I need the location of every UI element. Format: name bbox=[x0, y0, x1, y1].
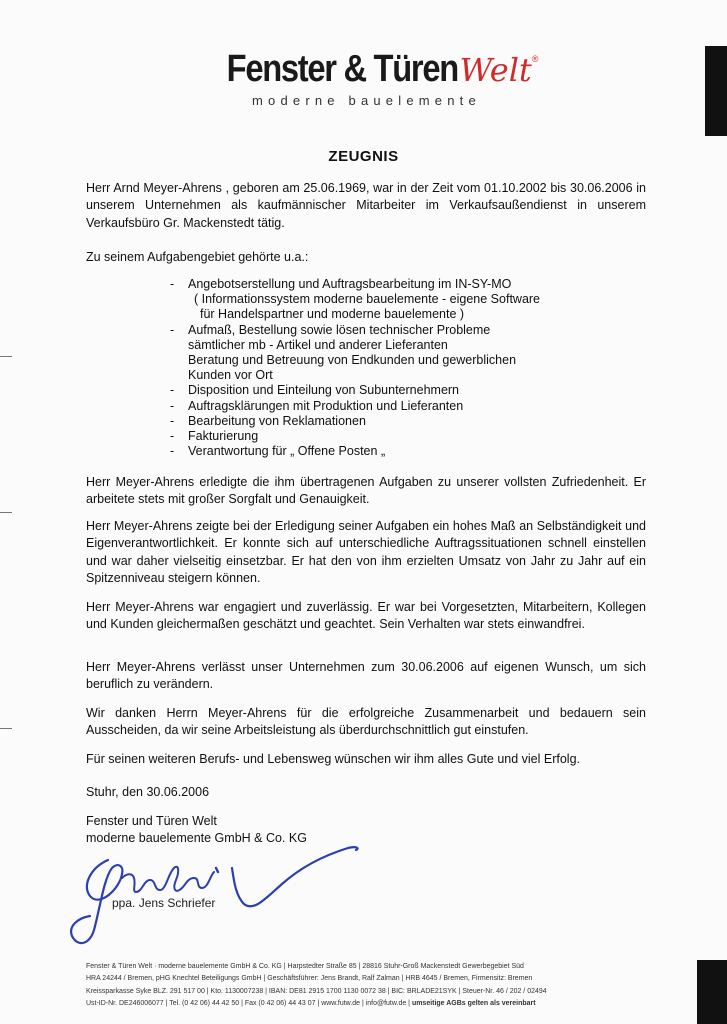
paragraph-departure: Herr Meyer-Ahrens verlässt unser Unternehmen zum 30.06.2006 auf eigenen Wunsch, um sich beruflich zu verändern. bbox=[86, 660, 646, 692]
list-item bbox=[170, 429, 590, 444]
task-line: Aufmaß, Bestellung sowie lösen technischer Probleme bbox=[188, 322, 491, 337]
handwritten-signature bbox=[60, 838, 390, 958]
task-line: sämtlicher mb - Artikel und anderer Lieferanten bbox=[188, 337, 448, 352]
paragraph-wishes: Für seinen weiteren Berufs- und Lebensweg wünschen wir ihm alles Gute und viel Erfolg. bbox=[86, 752, 581, 766]
task-line: Disposition und Einteilung von Subunternehmern bbox=[188, 383, 460, 398]
bullet-dash: - bbox=[170, 398, 175, 413]
document-title: ZEUGNIS bbox=[328, 148, 399, 165]
punch-mark bbox=[0, 728, 12, 729]
bullet-dash: - bbox=[170, 383, 175, 398]
task-line: Angebotserstellung und Auftragsbearbeitung im IN-SY-MO bbox=[188, 277, 512, 291]
logo-tagline: moderne bauelemente bbox=[252, 93, 481, 108]
bullet-dash: - bbox=[170, 413, 175, 428]
list-item bbox=[170, 323, 590, 384]
paragraph-conduct: Herr Meyer-Ahrens war engagiert und zuverlässig. Er war bei Vorgesetzten, Mitarbeitern, Kollegen und Kunden gleichermaßen geschätzt und geachtet. Sein Verhalten war stets einwandfrei. bbox=[86, 600, 646, 632]
task-line: ( Informationssystem moderne bauelemente - eigene Software bbox=[194, 292, 541, 307]
list-item bbox=[170, 444, 590, 459]
footer-line: Fenster & Türen Welt · moderne bauelemente GmbH & Co. KG | Harpstedter Straße 85 | 28816 Stuhr-Groß Mackenstedt Gewerbegebiet Süd bbox=[86, 961, 524, 970]
paragraph-thanks: Wir danken Herrn Meyer-Ahrens für die erfolgreiche Zusammenarbeit und bedauern sein Ausscheiden, da wir seine Arbeitsleistung als überdurchschnittlich gut einstufen. bbox=[86, 706, 646, 738]
task-line: Beratung und Betreuung von Endkunden und gewerblichen bbox=[188, 353, 517, 368]
task-line: Fakturierung bbox=[188, 429, 259, 444]
footer-line: Kreissparkasse Syke BLZ. 291 517 00 | Kto. 1130007238 | IBAN: DE81 2915 1700 1130 0072 38 | BIC: BRLADE21SYK | Steuer-Nr. 46 / 202 / 02494 bbox=[86, 985, 547, 995]
list-item bbox=[170, 399, 590, 414]
bullet-dash: - bbox=[170, 322, 175, 337]
logo-accent-text: Welt bbox=[459, 51, 532, 89]
footer-contact: Ust-ID-Nr. DE246006077 | Tel. (0 42 06) 44 42 50 | Fax (0 42 06) 44 43 07 | www.futw.de | info@futw.de | bbox=[86, 998, 410, 1008]
edge-mark-bottom bbox=[697, 960, 727, 1024]
company-logo bbox=[0, 48, 727, 91]
punch-mark bbox=[0, 356, 12, 357]
task-line: Auftragsklärungen mit Produktion und Lieferanten bbox=[188, 398, 464, 413]
tasks-heading: Zu seinem Aufgabengebiet gehörte u.a.: bbox=[86, 250, 309, 264]
footer-line: HRA 24244 / Bremen, pHG Knechtel Beteiligungs GmbH | Geschäftsführer: Jens Brandt, Ralf Zalman | HRB 4645 / Bremen, Firmensitz: Bremen bbox=[86, 973, 533, 983]
intro-paragraph: Herr Arnd Meyer-Ahrens , geboren am 25.06.1969, war in der Zeit vom 01.10.2002 bis 30.06.2006 in unserem Unternehmen als kaufmännischer Mitarbeiter im Verkaufsaußendienst in unserem Verkaufsbüro Gr. Mackenstedt tätig. bbox=[86, 181, 646, 230]
task-line: für Handelspartner und moderne bauelemente ) bbox=[200, 307, 465, 322]
place-date: Stuhr, den 30.06.2006 bbox=[86, 785, 210, 799]
footer-terms-notice: umseitige AGBs gelten als vereinbart bbox=[411, 998, 536, 1008]
logo-main-text: Fenster & Türen bbox=[226, 48, 458, 90]
bullet-dash: - bbox=[170, 277, 175, 291]
paragraph-performance: Herr Meyer-Ahrens erledigte die ihm übertragenen Aufgaben zu unserer vollsten Zufriedenheit. Er arbeitete stets mit großer Sorgfalt und Genauigkeit. bbox=[86, 475, 646, 507]
bullet-dash: - bbox=[170, 429, 175, 444]
footer-line bbox=[86, 997, 598, 1009]
signatory-name: ppa. Jens Schriefer bbox=[112, 896, 216, 910]
list-item bbox=[170, 414, 590, 429]
sender-company: moderne bauelemente GmbH & Co. KG bbox=[86, 831, 307, 845]
letterhead-footer bbox=[86, 960, 598, 1010]
task-line: Bearbeitung von Reklamationen bbox=[188, 413, 366, 428]
list-item bbox=[170, 383, 590, 398]
list-item bbox=[170, 277, 590, 323]
task-list bbox=[170, 277, 590, 459]
bullet-dash: - bbox=[170, 444, 175, 459]
fold-mark bbox=[0, 512, 12, 513]
paragraph-independence: Herr Meyer-Ahrens zeigte bei der Erledigung seiner Aufgaben ein hohes Maß an Selbständigkeit und Eigenverantwortlichkeit. Er konnte sich auf unterschiedliche Auftragssituationen schnell einstellen und war daher vielseitig einsetzbar. Er hat den von ihm erzielten Umsatz von Jahr zu Jahr auf ein Spitzenniveau steigern können. bbox=[86, 519, 646, 585]
task-line: Kunden vor Ort bbox=[188, 368, 273, 383]
sender-name: Fenster und Türen Welt bbox=[86, 814, 217, 828]
task-line: Verantwortung für „ Offene Posten „ bbox=[188, 444, 386, 459]
registered-mark: ® bbox=[531, 54, 539, 64]
